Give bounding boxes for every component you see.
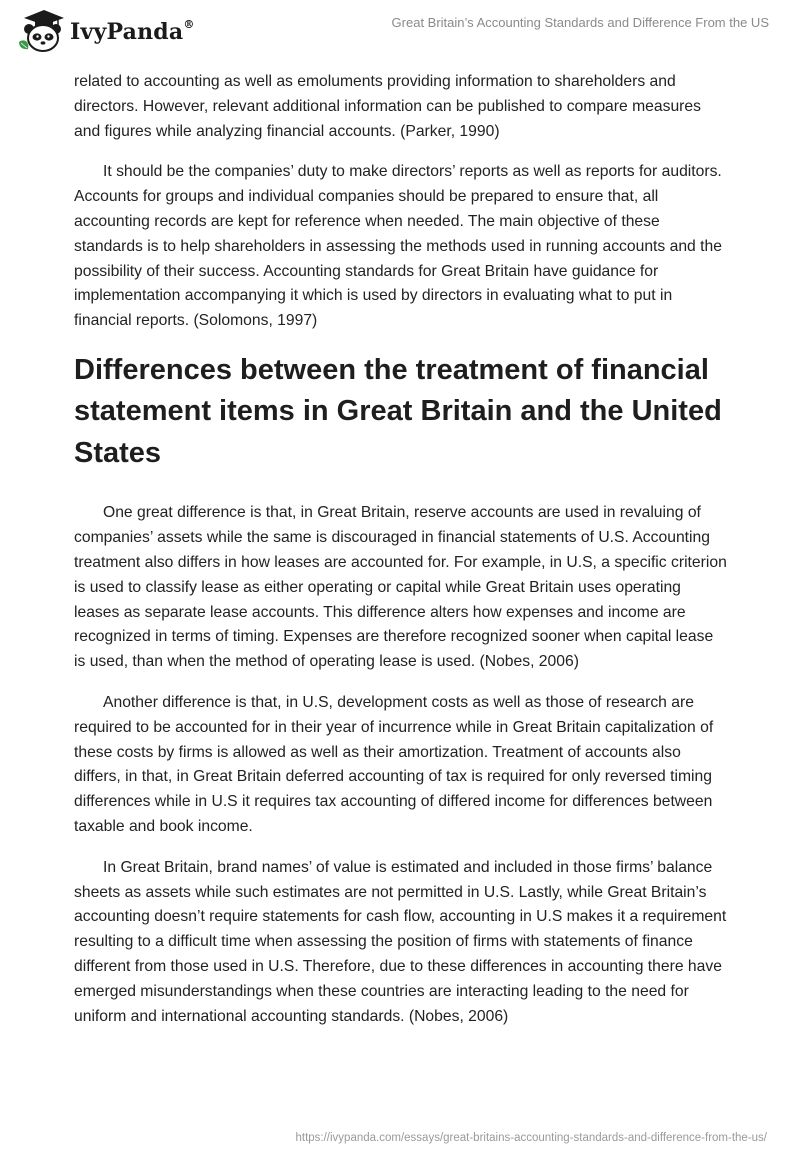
source-url[interactable]: https://ivypanda.com/essays/great-britains-accounting-standards-and-difference-from-the-us/	[295, 1132, 767, 1144]
ivypanda-logo[interactable]	[14, 8, 195, 56]
paragraph: related to accounting as well as emoluments providing information to shareholders and directors. However, relevant additional information can be published to compare measures and figures while analyzing financial accounts. (Parker, 1990)	[74, 73, 701, 140]
paragraph: In Great Britain, brand names’ of value is estimated and included in those firms’ balance sheets as assets while such estimates are not permitted in U.S. Lastly, while Great Britain’s accounting doesn’t require statements for cash flow, accounting in U.S makes it a requirement resulting to a difficult time when assessing the position of firms with statements of finance different from those used in U.S. Therefore, due to these differences in accounting there have emerged misunderstandings when these countries are interacting leading to the need for uniform and international accounting standards. (Nobes, 2006)	[74, 858, 727, 1025]
paragraph: It should be the companies’ duty to make directors’ reports as well as reports for auditors. Accounts for groups and individual companies should be prepared to ensure that, all accounting records are kept for reference when needed. The main objective of these standards is to help shareholders in assessing the methods used in running accounts and the possibility of their success. Accounting standards for Great Britain have guidance for implementation accompanying it which is used by directors in evaluating what to put in financial reports. (Solomons, 1997)	[74, 163, 722, 330]
paragraph: Another difference is that, in U.S, development costs as well as those of research are required to be accounted for in their year of incurrence while in Great Britain capitalization of these costs by firms is allowed as well as their amortization. Treatment of accounts also differs, in that, in Great Britain deferred accounting of tax is required for only reversed timing differences while in U.S it requires tax accounting of differed income for differences between taxable and book income.	[74, 694, 714, 836]
essay-content	[74, 70, 728, 1045]
panda-graduate-icon	[14, 8, 66, 56]
brand-name: IvyPanda®	[70, 17, 195, 45]
section-heading: Differences between the treatment of financial statement items in Great Britain and the United States	[74, 353, 722, 469]
paragraph: One great difference is that, in Great Britain, reserve accounts are used in revaluing of companies’ assets while the same is discouraged in financial statements of U.S. Accounting treatment also differs in how leases are accounted for. For example, in U.S, a specific criterion is used to classify lease as either operating or capital while Great Britain uses operating leases as separate lease accounts. This difference alters how expenses and income are recognized in terms of timing. Expenses are therefore recognized sooner when capital lease is used, than when the method of operating lease is used. (Nobes, 2006)	[74, 504, 727, 671]
registered-mark: ®	[183, 17, 195, 31]
document-title: Great Britain’s Accounting Standards and Difference From the US	[391, 15, 769, 30]
page-header	[0, 0, 800, 70]
